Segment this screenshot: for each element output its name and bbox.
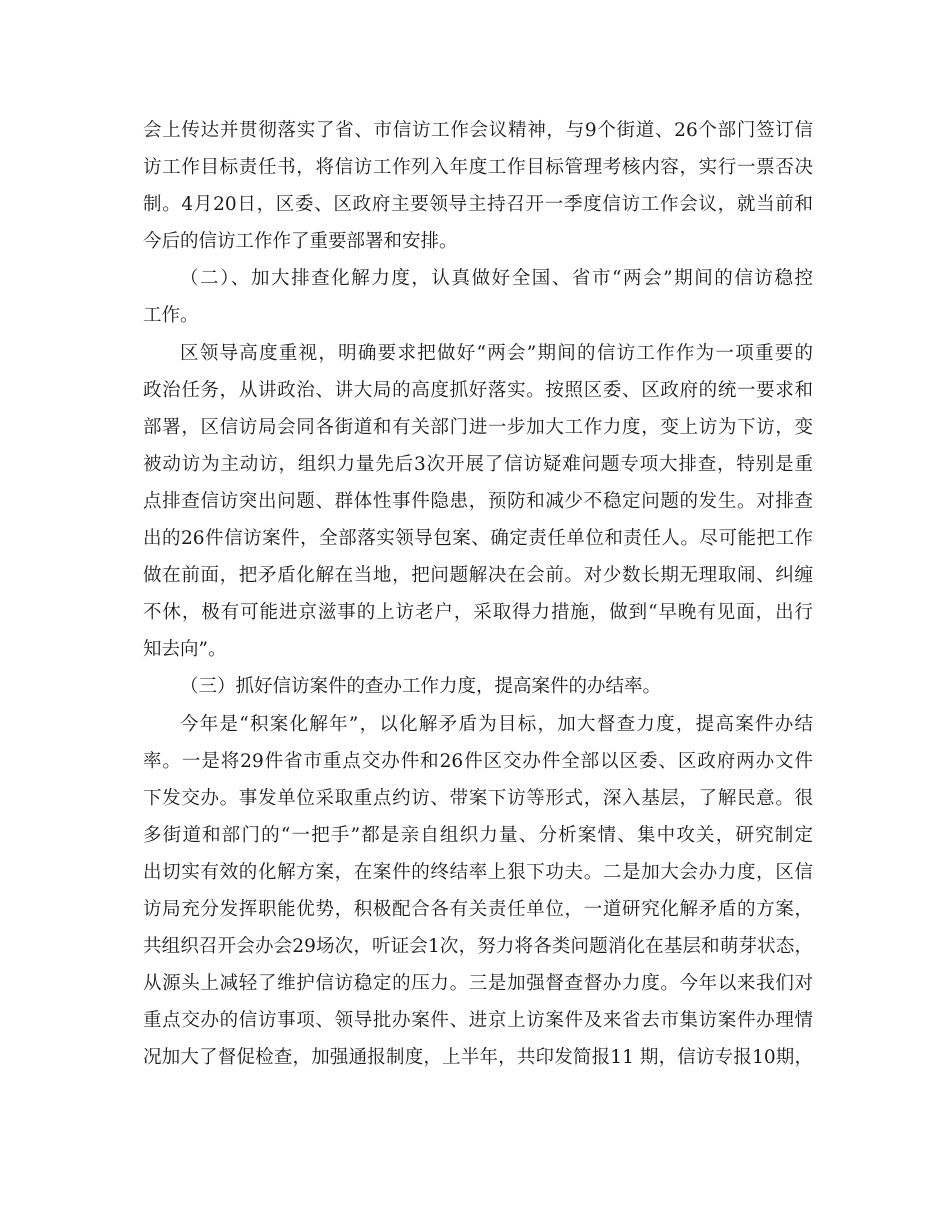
text-line: 出的26件信访案件，全部落实领导包案、确定责任单位和责任人。尽可能把工作 (143, 528, 813, 550)
text-line: 今后的信访工作作了重要部署和安排。 (143, 231, 458, 253)
text-line: 共组织召开会办会29场次，听证会1次，努力将各类问题消化在基层和萌芽状态， (143, 936, 813, 958)
body-text (143, 112, 813, 1076)
section-heading-2: （二）、加大排查化解力度，认真做好全国、省市“两会”期间的信访稳控 (180, 268, 813, 290)
section-heading-3: （三）抓好信访案件的查办工作力度，提高案件的办结率。 (180, 676, 662, 698)
text-line: 访局充分发挥职能优势，积极配合各有关责任单位，一道研究化解矛盾的方案， (143, 898, 813, 920)
text-line: 不休，极有可能进京滋事的上访老户，采取得力措施，做到“早晚有见面，出行 (143, 602, 813, 624)
text-line: 下发交办。事发单位采取重点约访、带案下访等形式，深入基层，了解民意。很 (143, 787, 813, 809)
text-line: 重点交办的信访事项、领导批办案件、进京上访案件及来省去市集访案件办理情 (143, 1010, 813, 1032)
text-line: 况加大了督促检查，加强通报制度，上半年，共印发简报11 期，信访专报10期， (143, 1047, 813, 1069)
text-line: 出切实有效的化解方案，在案件的终结率上狠下功夫。二是加大会办力度，区信 (143, 861, 813, 883)
text-line: 会上传达并贯彻落实了省、市信访工作会议精神，与9个街道、26个部门签订信 (143, 120, 813, 141)
text-line: 多街道和部门的“一把手”都是亲自组织力量、分析案情、集中攻关，研究制定 (143, 824, 813, 846)
text-line: 知去向”。 (143, 639, 227, 661)
text-line: 率。一是将29件省市重点交办件和26件区交办件全部以区委、区政府两办文件 (143, 750, 813, 772)
text-line: 政治任务，从讲政治、讲大局的高度抓好落实。按照区委、区政府的统一要求和 (143, 379, 813, 401)
text-line: 从源头上减轻了维护信访稳定的压力。三是加强督查督办力度。今年以来我们对 (143, 973, 813, 995)
text-line: 今年是“积案化解年”，以化解矛盾为目标，加大督查力度，提高案件办结 (180, 713, 813, 735)
text-line: 被动访为主动访，组织力量先后3次开展了信访疑难问题专项大排查，特别是重 (143, 453, 813, 475)
section-heading-2-cont: 工作。 (143, 305, 199, 327)
text-line: 做在前面，把矛盾化解在当地，把问题解决在会前。对少数长期无理取闹、纠缠 (143, 565, 813, 587)
text-line: 访工作目标责任书，将信访工作列入年度工作目标管理考核内容，实行一票否决 (143, 157, 813, 179)
text-line: 区领导高度重视，明确要求把做好“两会”期间的信访工作作为一项重要的 (180, 342, 813, 364)
text-line: 制。4月20日，区委、区政府主要领导主持召开一季度信访工作会议，就当前和 (143, 194, 813, 216)
text-line: 点排查信访突出问题、群体性事件隐患，预防和减少不稳定问题的发生。对排查 (143, 490, 813, 512)
text-line: 部署，区信访局会同各街道和有关部门进一步加大工作力度，变上访为下访，变 (143, 416, 813, 438)
